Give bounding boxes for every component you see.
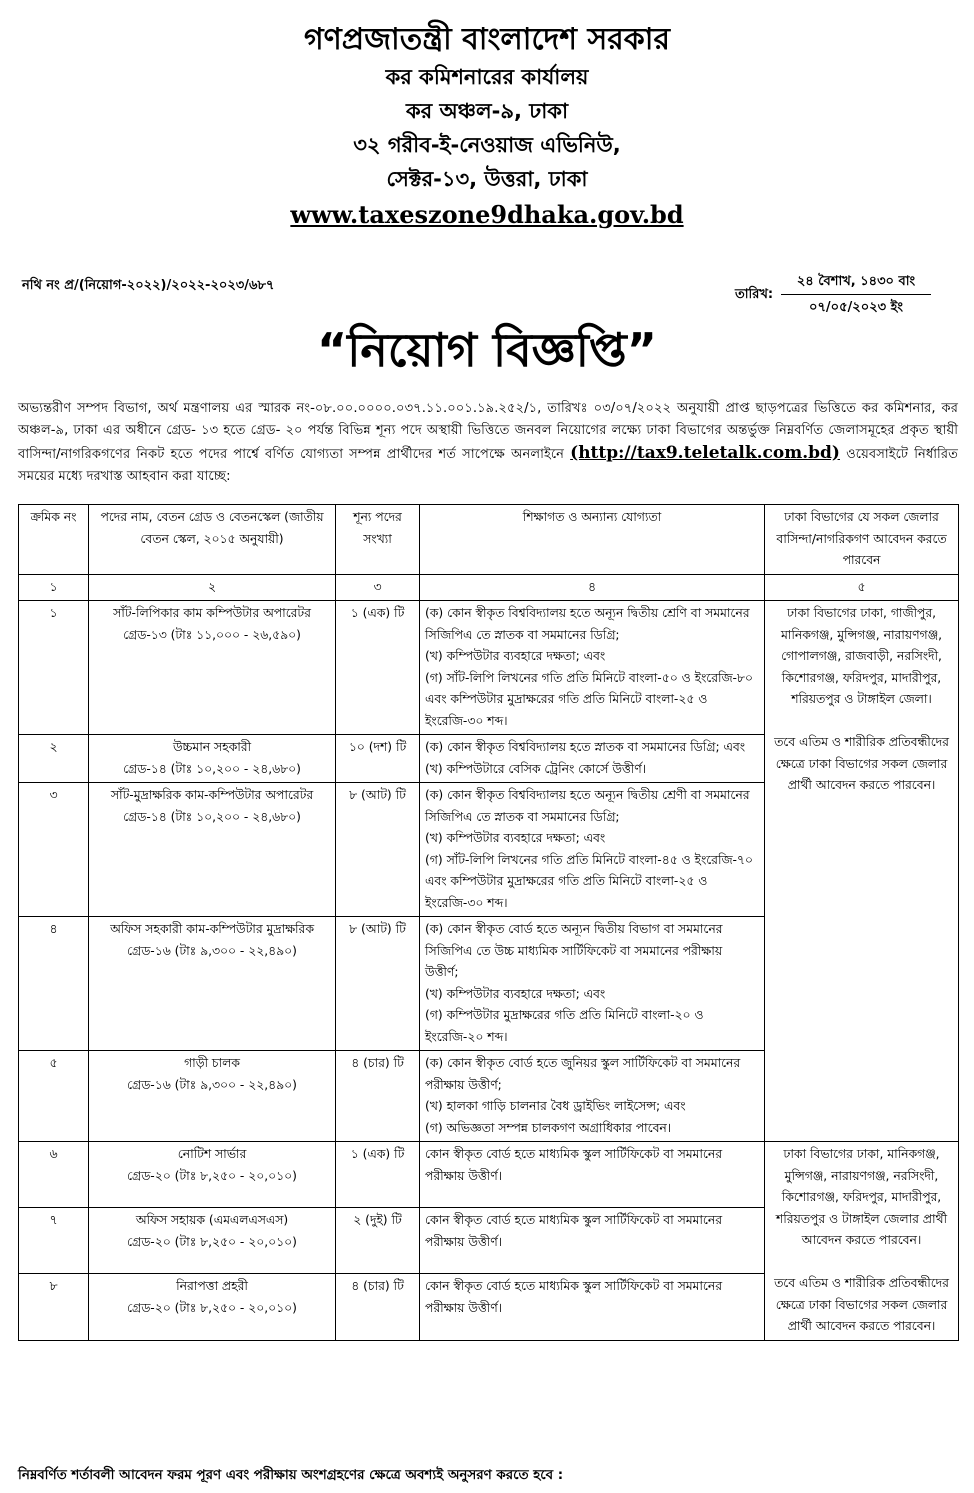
post-cell <box>89 601 336 735</box>
post-grade: গ্রেড-২০ (টাঃ ৮,২৫০ - ২০,০১০) <box>127 1234 297 1249</box>
qualification-cell <box>420 1274 765 1340</box>
column-number: ৫ <box>765 574 959 601</box>
post-grade: গ্রেড-২০ (টাঃ ৮,২৫০ - ২০,০১০) <box>127 1168 297 1183</box>
post-cell <box>89 783 336 917</box>
vacancy-cell: ২ (দুই) টি <box>336 1208 420 1274</box>
notice-title: “নিয়োগ বিজ্ঞপ্তি” <box>317 323 657 377</box>
qualification-item: (খ) কম্পিউটার ব্যবহারে দক্ষতা; এবং <box>425 831 606 845</box>
vacancy-cell: ৪ (চার) টি <box>336 1274 420 1340</box>
serial-cell: ৫ <box>19 1051 89 1142</box>
post-cell <box>89 735 336 783</box>
address-line-1: ৩২ গরীব-ই-নেওয়াজ এভিনিউ, <box>353 133 621 157</box>
qualification-item: (ক) কোন স্বীকৃত বিশ্ববিদ্যালয় হতে স্নাতক বা সমমানের ডিগ্রি; এবং <box>425 740 745 754</box>
header-vacancy: শূন্য পদের সংখ্যা <box>336 505 420 575</box>
office-name: কর কমিশনারের কার্যালয় <box>385 65 589 89</box>
post-cell <box>89 917 336 1051</box>
qualification-cell <box>420 1051 765 1142</box>
intro-paragraph <box>18 398 958 488</box>
qualification-item: (ক) কোন স্বীকৃত বোর্ড হতে অন্যূন দ্বিতীয় বিভাগ বা সমমানের সিজিপিএ তে উচ্চ মাধ্যমিক সার্টিফিকেট বা সমমানের পরীক্ষায় উত্তীর্ণ; <box>425 922 723 979</box>
date-label: তারিখ: <box>735 287 774 302</box>
post-grade: গ্রেড-১৪ (টাঃ ১০,২০০ - ২৪,৬৮০) <box>123 761 301 776</box>
table-row <box>19 1142 959 1208</box>
column-number: ৪ <box>420 574 765 601</box>
column-number: ১ <box>19 574 89 601</box>
intro-text: অভ্যন্তরীণ সম্পদ বিভাগ, অর্থ মন্ত্রণালয় এর স্মারক নং-০৮.০০.০০০০.০৩৭.১১.০০১.১৯.২৫২/১, তারিখঃ ০৩/০৭/২০২২ অনুযায়ী প্রাপ্ত ছাড়পত্রের ভিত্তিতে কর কমিশনার, কর অঞ্চল-৯, ঢাকা এর অধীনে গ্রেড- ১৩ হতে গ্রেড- ২০ পর্যন্ত বিভিন্ন শূন্য পদে অস্থায়ী ভিত্তিতে জনবল নিয়োগের লক্ষ্যে ঢাকা বিভাগের অন্তর্ভুক্ত নিম্নবর্ণিত জেলাসমূহের প্রকৃত স্থায়ী বাসিন্দা/নাগরিকগণের নিকট হতে পদের পার্শ্বে বর্ণিত যোগ্যতা সম্পন্ন প্রার্থীদের শর্ত সাপেক্ষে অনলাইনে <box>18 401 958 462</box>
special-note: তবে এতিম ও শারীরিক প্রতিবন্ধীদের ক্ষেত্রে ঢাকা বিভাগের সকল জেলার প্রার্থী আবেদন করতে পারবেন। <box>774 1276 949 1333</box>
serial-cell: ২ <box>19 735 89 783</box>
post-cell <box>89 1051 336 1142</box>
qualification-item: (ক) কোন স্বীকৃত বিশ্ববিদ্যালয় হতে অন্যূন দ্বিতীয় শ্রেণি বা সমমানের সিজিপিএ তে স্নাতক বা সমমানের ডিগ্রি; <box>425 606 750 642</box>
post-cell <box>89 1142 336 1208</box>
serial-cell: ৭ <box>19 1208 89 1274</box>
post-name: নিরাপত্তা প্রহরী <box>176 1279 248 1294</box>
address-line-2: সেক্টর-১৩, উত্তরা, ঢাকা <box>386 167 588 191</box>
post-name: অফিস সহকারী কাম-কম্পিউটার মুদ্রাক্ষরিক <box>110 922 314 936</box>
spacer <box>770 1252 953 1274</box>
column-number-row <box>19 574 959 601</box>
intro-suffix: ওয়েবসাইটে নির্ধারিত সময়ের মধ্যে দরখাস্ত আহবান করা যাচ্ছে: <box>18 447 958 484</box>
eligible-districts-cell <box>765 601 959 1142</box>
post-name: সাঁট-লিপিকার কাম কম্পিউটার অপারেটর <box>113 606 311 620</box>
qualification-item: (গ) অভিজ্ঞতা সম্পন্ন চালকগণ অগ্রাধিকার পাবেন। <box>425 1120 672 1135</box>
eligible-districts-cell <box>765 1142 959 1341</box>
date-bangla: ২৪ বৈশাখ, ১৪৩০ বাং <box>781 272 931 295</box>
special-note: তবে এতিম ও শারীরিক প্রতিবন্ধীদের ক্ষেত্রে ঢাকা বিভাগের সকল জেলার প্রার্থী আবেদন করতে পারবেন। <box>774 735 949 792</box>
serial-cell: ৪ <box>19 917 89 1051</box>
post-name: নোটিশ সার্ভার <box>177 1147 247 1161</box>
vacancy-cell: ১০ (দশ) টি <box>336 735 420 783</box>
post-grade: গ্রেড-১৬ (টাঃ ৯,৩০০ - ২২,৪৯০) <box>127 943 297 958</box>
table-row <box>19 601 959 735</box>
column-number: ৩ <box>336 574 420 601</box>
vacancy-cell: ৮ (আট) টি <box>336 783 420 917</box>
conditions-heading: নিম্নবর্ণিত শর্তাবলী আবেদন ফরম পূরণ এবং পরীক্ষায় অংশগ্রহণের ক্ষেত্রে অবশ্যই অনুসরণ করতে হবে : <box>18 1468 564 1483</box>
qualification-item: (গ) কম্পিউটার মুদ্রাক্ষরের গতি প্রতি মিনিটে বাংলা-২০ ও ইংরেজি-২০ শব্দ। <box>425 1008 704 1044</box>
qualification-cell <box>420 735 765 783</box>
header-serial: ক্রমিক নং <box>19 505 89 575</box>
eligible-districts: ঢাকা বিভাগের ঢাকা, মানিকগঞ্জ, মুন্সিগঞ্জ, নারায়ণগঞ্জ, নরসিংদী, কিশোরগঞ্জ, ফরিদপুর, মাদারীপুর, শরিয়তপুর ও টাঙ্গাইল জেলার প্রার্থী আবেদন করতে পারবেন। <box>775 1147 948 1247</box>
qualification-item: (খ) হালকা গাড়ি চালনার বৈধ ড্রাইভিং লাইসেন্স; এবং <box>425 1099 686 1113</box>
spacer <box>770 711 953 733</box>
qualification-cell <box>420 1142 765 1208</box>
vacancy-cell: ১ (এক) টি <box>336 601 420 735</box>
qualification-item: কোন স্বীকৃত বোর্ড হতে মাধ্যমিক স্কুল সার্টিফিকেট বা সমমানের পরীক্ষায় উত্তীর্ণ। <box>425 1213 722 1249</box>
qualification-item: কোন স্বীকৃত বোর্ড হতে মাধ্যমিক স্কুল সার্টিফিকেট বা সমমানের পরীক্ষায় উত্তীর্ণ। <box>425 1147 722 1183</box>
header-qualification: শিক্ষাগত ও অন্যান্য যোগ্যতা <box>420 505 765 575</box>
post-cell <box>89 1208 336 1274</box>
qualification-item: (খ) কম্পিউটারে বেসিক ট্রেনিং কোর্সে উত্তীর্ণ। <box>425 761 647 776</box>
post-grade: গ্রেড-১৪ (টাঃ ১০,২০০ - ২৪,৬৮০) <box>123 809 301 824</box>
letterhead <box>0 20 974 232</box>
post-cell <box>89 1274 336 1340</box>
header-eligible-districts: ঢাকা বিভাগের যে সকল জেলার বাসিন্দা/নাগরিকগণ আবেদন করতে পারবেন <box>765 505 959 575</box>
reference-number: নথি নং প্র/(নিয়োগ-২০২২)/২০২২-২০২৩/৬৮৭ <box>22 278 275 293</box>
qualification-item: (খ) কম্পিউটার ব্যবহারে দক্ষতা; এবং <box>425 986 606 1001</box>
post-name: গাড়ী চালক <box>184 1056 240 1070</box>
qualification-cell <box>420 1208 765 1274</box>
vacancy-cell: ৮ (আট) টি <box>336 917 420 1051</box>
serial-cell: ১ <box>19 601 89 735</box>
header-post: পদের নাম, বেতন গ্রেড ও বেতনস্কেল (জাতীয় বেতন স্কেল, ২০১৫ অনুযায়ী) <box>89 505 336 575</box>
qualification-item: (খ) কম্পিউটার ব্যবহারে দক্ষতা; এবং <box>425 649 606 663</box>
qualification-item: (ক) কোন স্বীকৃত বোর্ড হতে জুনিয়র স্কুল সার্টিফিকেট বা সমমানের পরীক্ষায় উত্তীর্ণ; <box>425 1056 741 1092</box>
post-name: অফিস সহায়ক (এমএলএসএস) <box>135 1213 289 1228</box>
eligible-districts: ঢাকা বিভাগের ঢাকা, গাজীপুর, মানিকগঞ্জ, মুন্সিগঞ্জ, নারায়ণগঞ্জ, গোপালগঞ্জ, রাজবাড়ী, নরসিংদী, কিশোরগঞ্জ, ফরিদপুর, মাদারীপুর, শরিয়তপুর ও টাঙ্গাইল জেলা। <box>780 606 943 706</box>
serial-cell: ৮ <box>19 1274 89 1340</box>
website-link[interactable]: www.taxeszone9dhaka.gov.bd <box>290 200 684 229</box>
government-name: গণপ্রজাতন্ত্রী বাংলাদেশ সরকার <box>304 22 670 57</box>
qualification-cell <box>420 917 765 1051</box>
post-name: সাঁট-মুদ্রাক্ষরিক কাম-কম্পিউটার অপারেটর <box>110 788 314 802</box>
vacancy-cell: ৪ (চার) টি <box>336 1051 420 1142</box>
post-grade: গ্রেড-১৬ (টাঃ ৯,৩০০ - ২২,৪৯০) <box>127 1077 297 1092</box>
column-number: ২ <box>89 574 336 601</box>
post-grade: গ্রেড-১৩ (টাঃ ১১,০০০ - ২৬,৫৯০) <box>123 627 301 642</box>
date-block <box>735 272 935 320</box>
qualification-item: (ক) কোন স্বীকৃত বিশ্ববিদ্যালয় হতে অন্যূন দ্বিতীয় শ্রেণী বা সমমানের সিজিপিএ তে স্নাতক বা সমমানের ডিগ্রি; <box>425 788 750 824</box>
tax-zone: কর অঞ্চল-৯, ঢাকা <box>405 99 569 123</box>
post-grade: গ্রেড-২০ (টাঃ ৮,২৫০ - ২০,০১০) <box>127 1300 297 1315</box>
qualification-item: কোন স্বীকৃত বোর্ড হতে মাধ্যমিক স্কুল সার্টিফিকেট বা সমমানের পরীক্ষায় উত্তীর্ণ। <box>425 1279 722 1315</box>
table-header-row <box>19 505 959 575</box>
qualification-item: (গ) সাঁট-লিপি লিখনের গতি প্রতি মিনিটে বাংলা-৫০ ও ইংরেজি-৮০ এবং কম্পিউটার মুদ্রাক্ষরের গতি প্রতি মিনিটে বাংলা-২৫ ও ইংরেজি-৩০ শব্দ। <box>425 670 753 728</box>
qualification-item: (গ) সাঁট-লিপি লিখনের গতি প্রতি মিনিটে বাংলা-৪৫ ও ইংরেজি-৭০ এবং কম্পিউটার মুদ্রাক্ষরের গতি প্রতি মিনিটে বাংলা-২৫ ও ইংরেজি-৩০ শব্দ। <box>425 852 753 910</box>
vacancy-cell: ১ (এক) টি <box>336 1142 420 1208</box>
serial-cell: ৩ <box>19 783 89 917</box>
date-english: ০৭/০৫/২০২৩ ইং <box>809 300 903 315</box>
vacancy-table <box>18 504 959 1341</box>
serial-cell: ৬ <box>19 1142 89 1208</box>
application-link[interactable]: (http://tax9.teletalk.com.bd) <box>570 443 840 463</box>
qualification-cell <box>420 601 765 735</box>
post-name: উচ্চমান সহকারী <box>172 740 252 754</box>
qualification-cell <box>420 783 765 917</box>
